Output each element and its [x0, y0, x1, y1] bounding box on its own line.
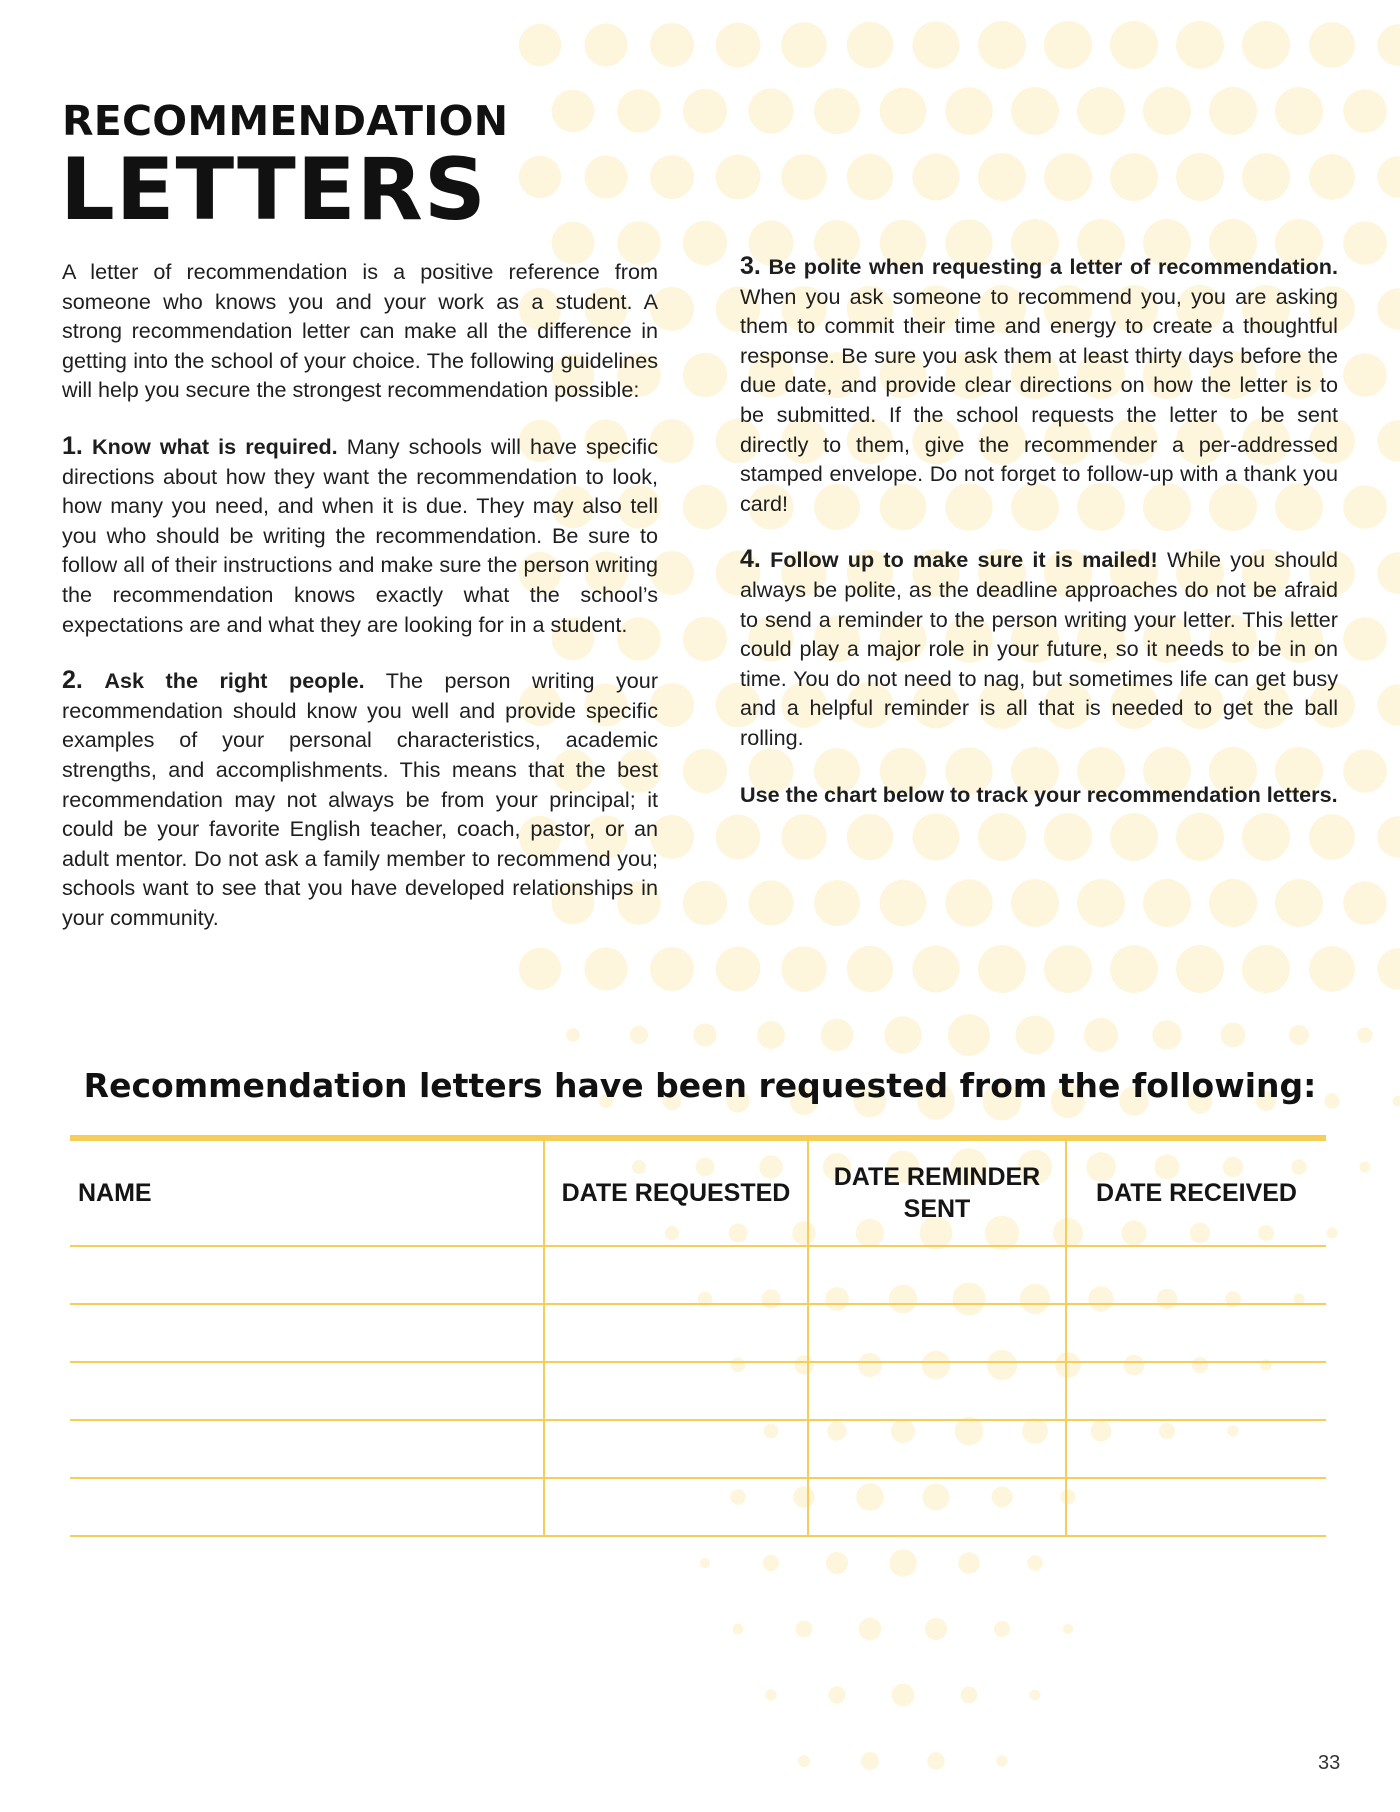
date-received-cell[interactable] — [1066, 1246, 1326, 1304]
column-header-date-requested: DATE REQUESTED — [544, 1138, 808, 1246]
page-title-line1: RECOMMENDATION — [62, 97, 509, 145]
column-header-date-received: DATE RECEIVED — [1066, 1138, 1326, 1246]
page-number: 33 — [1318, 1752, 1341, 1774]
date-requested-cell[interactable] — [544, 1304, 808, 1362]
step-number: 3. — [740, 252, 761, 280]
name-cell[interactable] — [70, 1478, 544, 1536]
step-lead: Follow up to make sure it is mailed! — [770, 547, 1158, 573]
page-title-line2: LETTERS — [60, 140, 487, 240]
name-cell[interactable] — [70, 1304, 544, 1362]
date-requested-cell[interactable] — [544, 1362, 808, 1420]
date-requested-cell[interactable] — [544, 1420, 808, 1478]
date-received-cell[interactable] — [1066, 1304, 1326, 1362]
left-column — [62, 257, 658, 959]
step-number: 2. — [62, 666, 83, 695]
step-number: 4. — [740, 545, 761, 574]
date-reminder-sent-cell[interactable] — [808, 1478, 1066, 1536]
date-received-cell[interactable] — [1066, 1478, 1326, 1536]
date-reminder-sent-cell[interactable] — [808, 1362, 1066, 1420]
date-received-cell[interactable] — [1066, 1420, 1326, 1478]
date-received-cell[interactable] — [1066, 1362, 1326, 1420]
name-cell[interactable] — [70, 1420, 544, 1478]
date-reminder-sent-cell[interactable] — [808, 1420, 1066, 1478]
column-header-name: NAME — [70, 1138, 544, 1246]
table-row — [70, 1246, 1326, 1304]
date-reminder-sent-cell[interactable] — [808, 1246, 1066, 1304]
table-row — [70, 1420, 1326, 1478]
right-column — [740, 252, 1338, 836]
tracker-title: Recommendation letters have been requested from the following: — [83, 1066, 1317, 1105]
step-3 — [740, 252, 1338, 518]
step-body: Many schools will have specific directions about how they want the recommendation to look, how many you need, and when it is due. They may also tell you who should be writing the recommendation. Be sure to follow all of their instructions and make sure the person writing the recommendation knows exactly what the school’s expectations are and what they are looking for in a student. — [62, 433, 658, 637]
table-row — [70, 1304, 1326, 1362]
column-header-date-reminder-sent: DATE REMINDER SENT — [808, 1138, 1066, 1246]
step-4 — [740, 545, 1338, 752]
step-2 — [62, 666, 658, 932]
date-requested-cell[interactable] — [544, 1478, 808, 1536]
step-body: While you should always be polite, as the deadline approaches do not be afraid to send a reminder to the person writing your letter. This letter could play a major role in your future, so it needs to be in on time. You do not need to nag, but sometimes life can get busy and a helpful reminder is all that is needed to get the ball rolling. — [740, 547, 1338, 750]
step-1 — [62, 432, 658, 639]
step-lead: Be polite when requesting a letter of recommendation. — [768, 254, 1338, 279]
name-cell[interactable] — [70, 1362, 544, 1420]
table-header-row — [70, 1138, 1326, 1246]
step-body: The person writing your recommendation should know you well and provide specific examples of your personal characteristics, academic strengths, and accomplishments. This means that the best recommendation may not always be from your principal; it could be your favorite English teacher, coach, pastor, or an adult mentor. Do not ask a family member to recommend you; schools want to see that you have developed relationships in your community. — [62, 668, 659, 930]
table-row — [70, 1362, 1326, 1420]
table-row — [70, 1478, 1326, 1536]
step-number: 1. — [62, 431, 83, 460]
step-lead: Ask the right people. — [104, 668, 365, 694]
date-reminder-sent-cell[interactable] — [808, 1304, 1066, 1362]
name-cell[interactable] — [70, 1246, 544, 1304]
recommendation-tracker-table — [70, 1135, 1326, 1537]
intro-paragraph: A letter of recommendation is a positive reference from someone who knows you and your work as a student. A strong recommendation letter can make all the difference in getting into the school of your choice. The following guidelines will help you secure the strongest recommendation possible: — [62, 259, 658, 403]
step-lead: Know what is required. — [91, 433, 338, 459]
chart-instruction: Use the chart below to track your recommendation letters. — [740, 781, 1338, 807]
step-body: When you ask someone to recommend you, you are asking them to commit their time and energy to create a thoughtful response. Be sure you ask them at least thirty days before the due date, and provide clear directions on how the letter is to be submitted. If the school requests the letter to be sent directly to them, give the recommender a per-addressed stamped envelope. Do not forget to follow-up with a thank you card! — [740, 283, 1338, 516]
date-requested-cell[interactable] — [544, 1246, 808, 1304]
